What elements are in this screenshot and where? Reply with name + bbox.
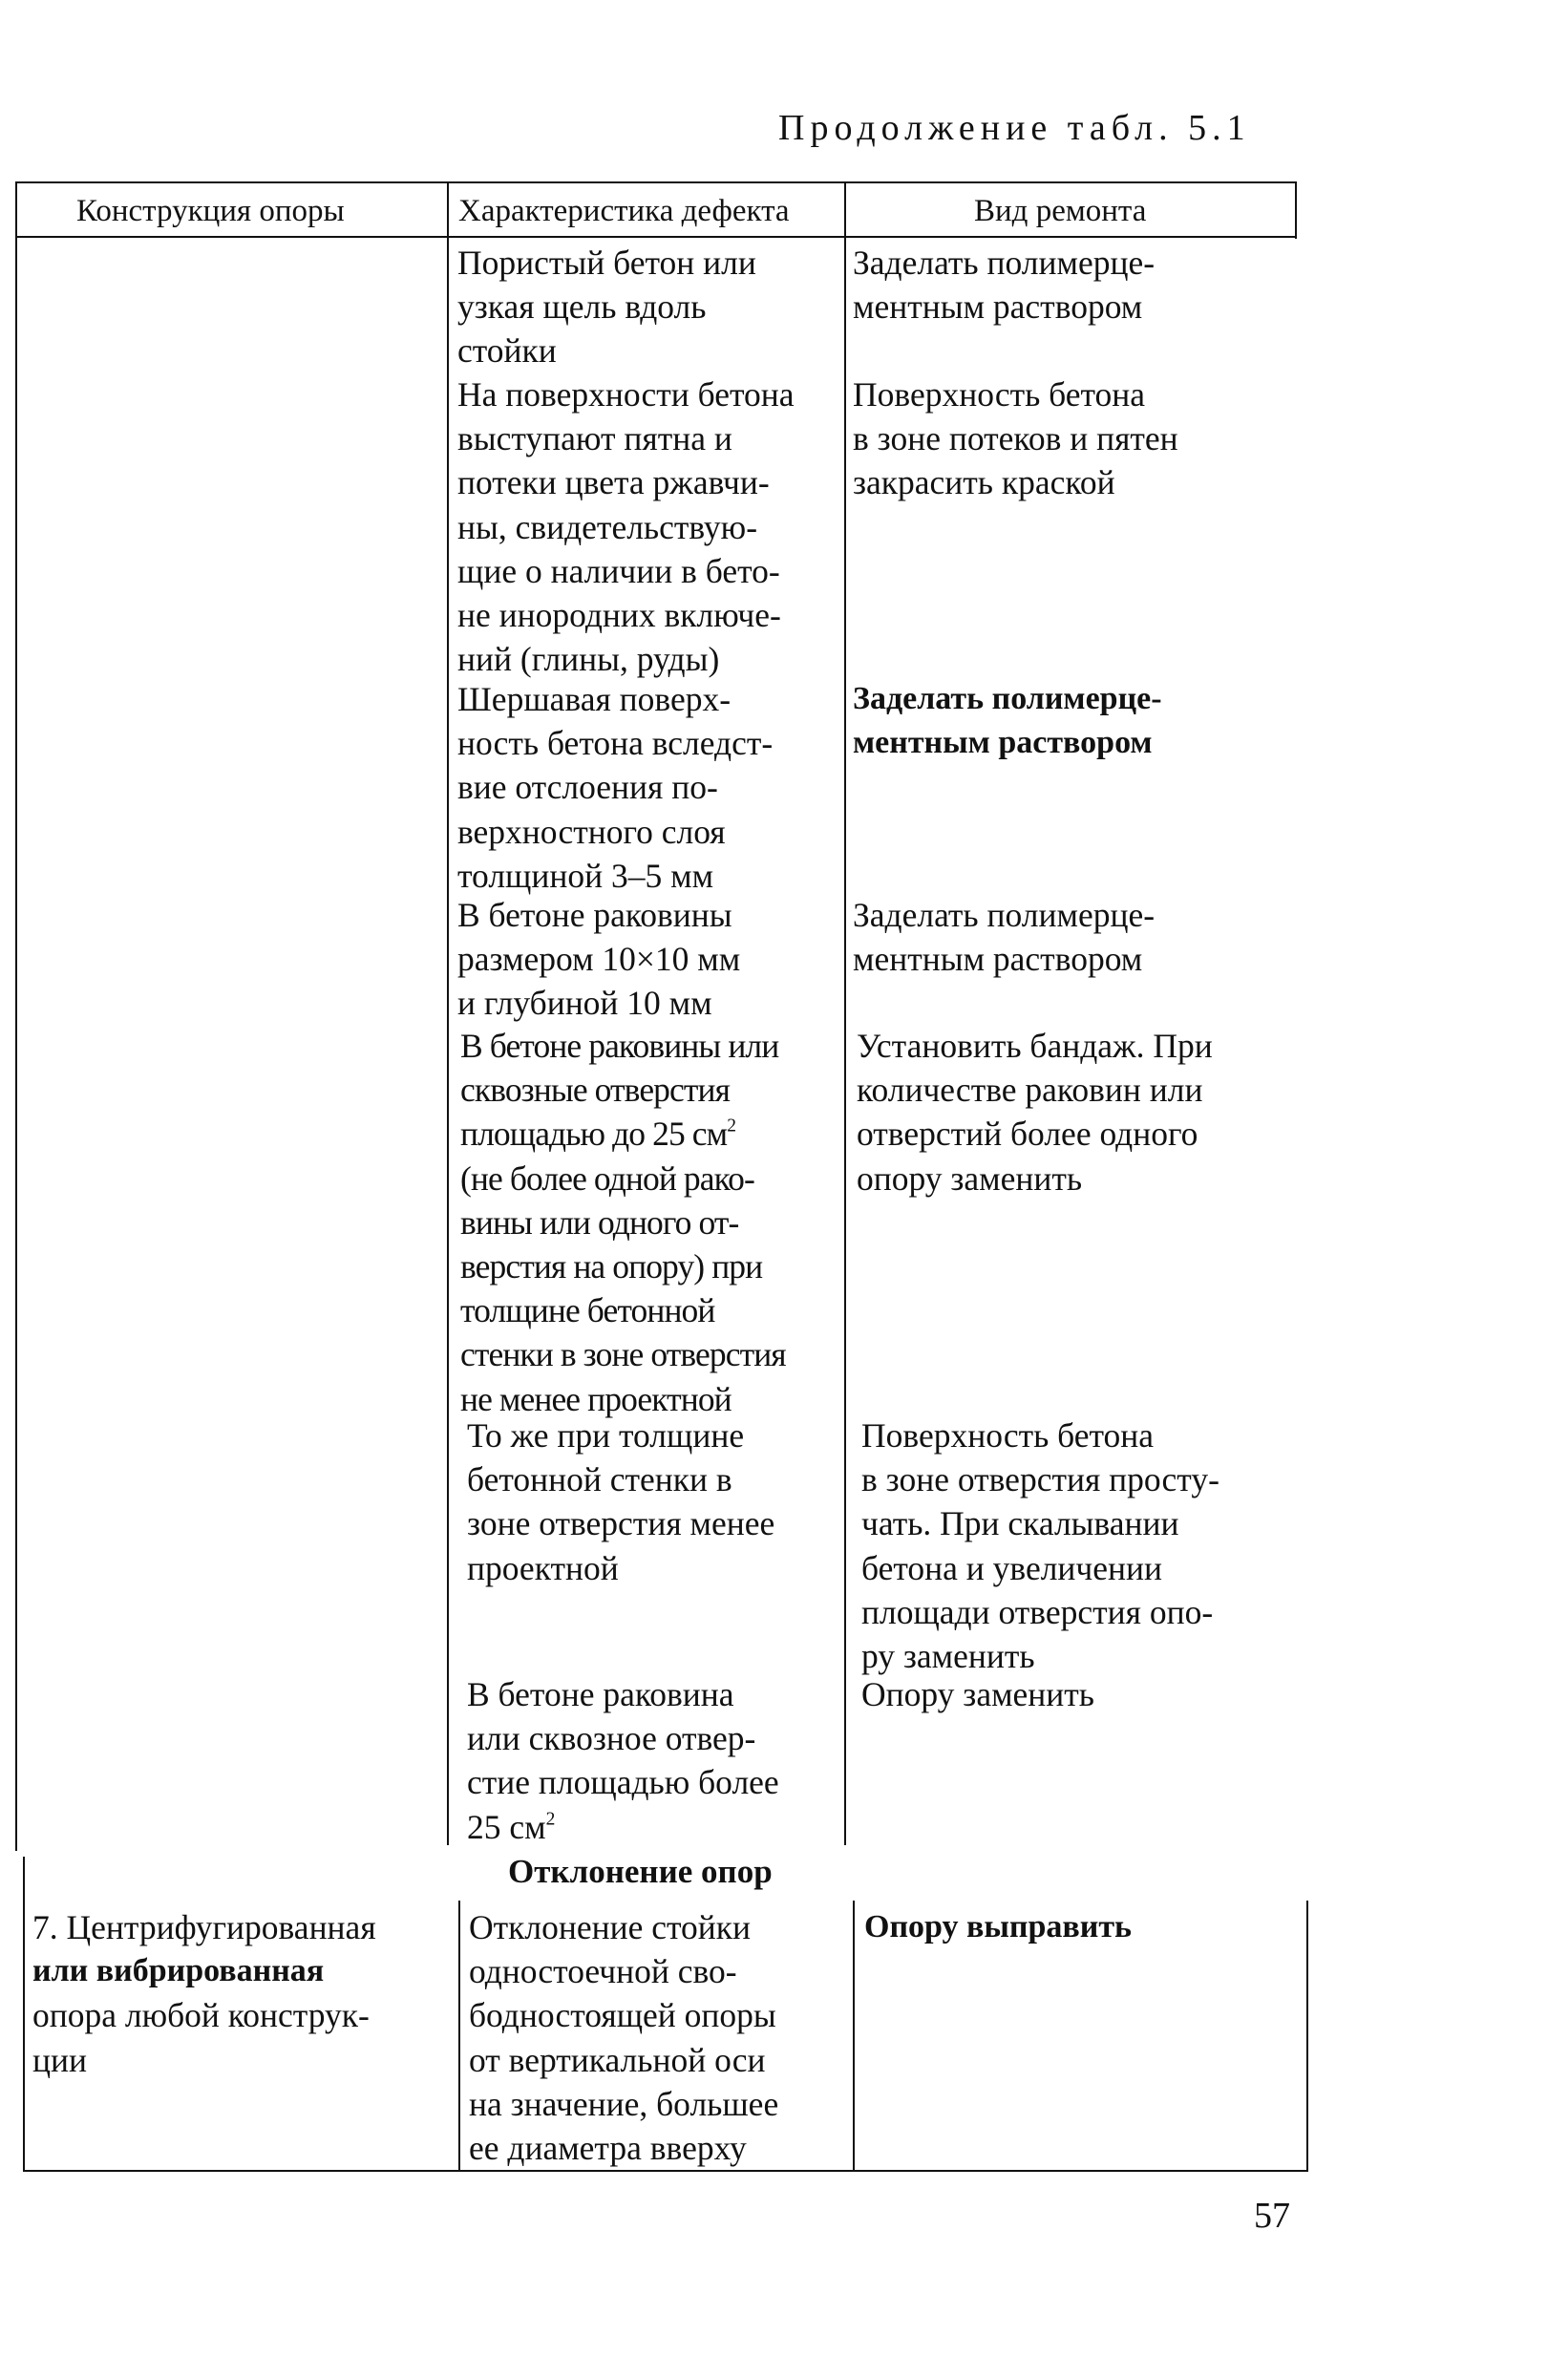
text-line: вины или одного от- — [460, 1202, 739, 1242]
section-title: Отклонение опор — [508, 1853, 773, 1890]
text-line: Заделать полимерце- — [853, 681, 1162, 716]
text-line: верхностного слоя — [457, 812, 726, 851]
defect-cell — [460, 1024, 786, 1421]
text-line: сквозные отверстия — [460, 1071, 731, 1110]
text-line: верстия на опору) при — [460, 1247, 763, 1286]
text-line: ру заменить — [861, 1637, 1035, 1676]
text-line: выступают пятна и — [457, 419, 732, 458]
repair-cell — [853, 677, 1162, 765]
text-line: количестве раковин или — [857, 1071, 1203, 1110]
text-line: площади отверстия опо- — [861, 1592, 1214, 1631]
text-line: На поверхности бетона — [457, 375, 795, 414]
repair-cell — [853, 372, 1178, 505]
text-line: не менее проектной — [460, 1379, 732, 1418]
text-line: Установить бандаж. При — [857, 1027, 1213, 1065]
text-line: Пористый бетон или — [457, 244, 756, 282]
superscript: 2 — [545, 1808, 556, 1829]
text-line: потеки цвета ржавчи- — [457, 463, 770, 502]
text-line: чать. При скалывании — [861, 1504, 1179, 1543]
text-line: размером 10×10 мм — [457, 940, 741, 979]
page-number: 57 — [1254, 2196, 1290, 2236]
text-line: зоне отверстия менее — [467, 1504, 775, 1543]
repair-cell — [864, 1905, 1132, 1949]
text-line: от вертикальной оси — [469, 2040, 766, 2079]
column-divider-1 — [447, 181, 449, 1845]
text-line: ее диаметра вверху — [469, 2129, 747, 2168]
text-line: То же при толщине — [467, 1416, 745, 1455]
text-line: стойки — [457, 331, 557, 371]
text-line: Заделать полимерце- — [853, 896, 1156, 934]
repair-cell — [861, 1413, 1219, 1678]
text-line: В бетоне раковины — [457, 896, 732, 934]
text-line: толщине бетонной — [460, 1291, 715, 1330]
text-line: ний (глины, руды) — [457, 640, 720, 679]
text-line: одностоечной сво- — [469, 1952, 737, 1991]
defect-cell — [457, 241, 756, 373]
text-line: ментным раствором — [853, 287, 1143, 327]
column-divider-2-lower — [853, 1901, 855, 2172]
repair-cell — [861, 1672, 1094, 1716]
text-line: (не более одной рако- — [460, 1158, 754, 1198]
table-top-border — [15, 181, 1297, 183]
defect-cell — [457, 677, 773, 898]
text-line: проектной — [467, 1548, 619, 1587]
header-repair: Вид ремонта — [974, 194, 1147, 228]
text-line: опора любой конструк- — [32, 1996, 370, 2035]
text-line: на значение, большее — [469, 2084, 779, 2123]
construction-cell — [32, 1905, 376, 2082]
text-line: Отклонение стойки — [469, 1908, 752, 1946]
repair-cell — [857, 1024, 1213, 1201]
text-line: ментным раствором — [853, 940, 1143, 979]
text-line: В бетоне раковина — [467, 1675, 734, 1713]
defect-cell — [467, 1672, 779, 1849]
text-line: толщиной 3–5 мм — [457, 856, 714, 895]
defect-cell — [467, 1413, 774, 1590]
column-divider-1-lower — [458, 1901, 460, 2172]
text-line: закрасить краской — [853, 463, 1115, 502]
text-line: 7. Центрифугированная — [32, 1908, 376, 1946]
text-line: бетона и увеличении — [861, 1548, 1163, 1587]
text-line: В бетоне раковины или — [460, 1027, 779, 1065]
defect-cell — [457, 893, 740, 1026]
superscript: 2 — [727, 1116, 736, 1137]
repair-cell — [853, 893, 1155, 981]
text-line: Опору выправить — [864, 1909, 1133, 1944]
text-line: и глубиной 10 мм — [457, 984, 712, 1023]
text-line: в зоне отверстия просту- — [861, 1460, 1219, 1499]
text-line: щие о наличии в бето- — [457, 551, 780, 590]
header-construction: Конструкция опоры — [76, 194, 345, 228]
text-line: Опору заменить — [861, 1675, 1094, 1713]
text-line — [467, 1805, 779, 1849]
text-line: Поверхность бетона — [861, 1416, 1155, 1455]
table-left-border-lower — [23, 1857, 25, 2172]
text-line: или сквозное отвер- — [467, 1719, 756, 1758]
table-caption: Продолжение табл. 5.1 — [778, 108, 1251, 148]
header-defect: Характеристика дефекта — [458, 194, 790, 228]
text-line: стие площадью более — [467, 1763, 779, 1802]
table-right-border-lower — [1306, 1901, 1308, 2172]
text-line: или вибрированная — [32, 1953, 325, 1989]
defect-cell — [469, 1905, 778, 2170]
text-line: бетонной стенки в — [467, 1460, 732, 1499]
text-line: Заделать полимерце- — [853, 244, 1156, 282]
text-line: вие отслоения по- — [457, 768, 718, 807]
text-line: стенки в зоне отверстия — [460, 1335, 786, 1374]
table-right-border — [1295, 181, 1297, 239]
text-line: в зоне потеков и пятен — [853, 419, 1178, 458]
text-line: Поверхность бетона — [853, 375, 1146, 414]
text-line: опору заменить — [857, 1158, 1083, 1198]
text-line: ции — [32, 2040, 87, 2079]
table-left-border — [15, 181, 17, 1851]
text-line: ментным раствором — [853, 725, 1153, 761]
text-line: бодностоящей опоры — [469, 1996, 776, 2035]
text-line-main: площадью до 25 см — [460, 1115, 728, 1154]
column-divider-2 — [844, 181, 846, 1845]
text-line — [460, 1112, 786, 1156]
text-line: узкая щель вдоль — [457, 287, 707, 327]
text-line: ны, свидетельствую- — [457, 507, 758, 546]
defect-cell — [457, 372, 795, 681]
text-line-main: 25 см — [467, 1807, 546, 1846]
table-bottom-border — [23, 2170, 1308, 2172]
text-line: Шершавая поверх- — [457, 680, 732, 718]
text-line: ность бетона вследст- — [457, 724, 774, 763]
header-bottom-border — [15, 236, 1297, 238]
repair-cell — [853, 241, 1155, 329]
text-line: не инородних включе- — [457, 596, 781, 635]
text-line: отверстий более одного — [857, 1115, 1198, 1154]
